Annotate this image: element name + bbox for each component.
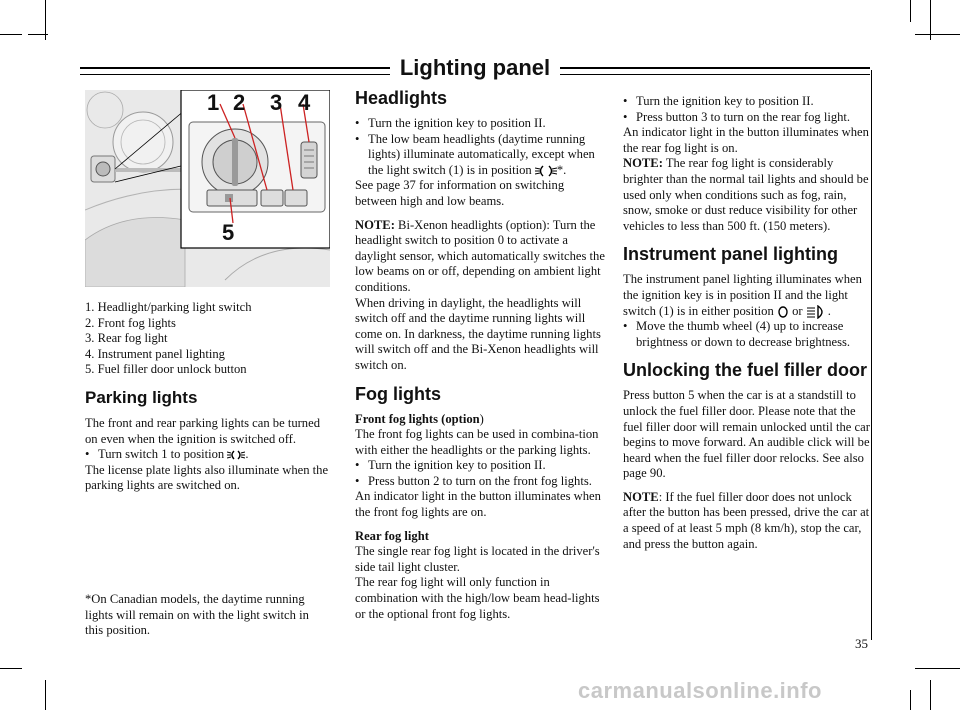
- parking-heading: Parking lights: [85, 387, 198, 407]
- headlights-text-1: See page 37 for information on switching between high and low beams.: [355, 178, 565, 208]
- fog-text-2: An indicator light in the button illuminates when the front fog lights are on.: [355, 489, 601, 520]
- legend-item: 5. Fuel filler door unlock button: [85, 362, 247, 377]
- dashboard-illustration: [85, 90, 330, 287]
- fog-text-3: The single rear fog light is located in the driver's side tail light cluster.: [355, 544, 600, 574]
- column-divider: [871, 70, 872, 640]
- headlights-bullet-1: • Turn the ignition key to position II.: [355, 116, 605, 132]
- figure-callout-2: 2: [233, 90, 246, 115]
- rear-bullet-1: • Turn the ignition key to position II.: [623, 94, 871, 110]
- fuel-note: NOTE: If the fuel filler door does not unlock after the button has been pressed, drive the car at a speed of at least 5 mph (8 km/h), stop the car, and press the button again.: [623, 489, 870, 551]
- legend-item: 3. Rear fog light: [85, 331, 168, 346]
- front-fog-label: Front fog lights (option): [355, 411, 484, 426]
- legend-item: 4. Instrument panel lighting: [85, 346, 225, 361]
- watermark: carmanualsonline.info: [578, 678, 822, 703]
- rear-text-1: An indicator light in the button illuminates when the rear fog light is on.: [623, 125, 869, 155]
- figure-legend: [85, 300, 333, 378]
- parking-text-2: The license plate lights also illuminate when the parking lights are switched on.: [85, 462, 329, 493]
- parking-text-1: The front and rear parking lights can be turned on even when the ignition is switched off.: [85, 415, 320, 446]
- fog-bullet-1: • Turn the ignition key to position II.: [355, 458, 605, 474]
- headlight-icon: [535, 165, 557, 177]
- parking-bullet-1: • Turn switch 1 to position .: [85, 447, 333, 463]
- fuel-heading: Unlocking the fuel filler door: [623, 360, 868, 381]
- headlights-note: NOTE: Bi-Xenon headlights (option): Turn the headlight switch to position 0 to activate a daylight sensor, which automatically switches the low beams on or off, depending on ambient light conditions.: [355, 217, 605, 294]
- figure-callout-5: 5: [222, 220, 235, 245]
- headlights-bullet-2: • The low beam headlights (daytime running lights) illuminate automatically, except when the light switch (1) is in position *.: [355, 132, 605, 179]
- footnote: *On Canadian models, the daytime running lights will remain on with the light switch in this position.: [85, 592, 309, 638]
- fuel-text-1: Press button 5 when the car is at a standstill to unlock the fuel filler door. Please note that the fuel filler door will remain unlocked until the car begins to move forward. An audible click will be heard when the fuel filler door relocks. See also page 90.: [623, 388, 870, 481]
- instrument-text-1: The instrument panel lighting illuminates when the ignition key is in position II and the light switch (1) is in either position or .: [623, 272, 862, 318]
- headlights-text-2: When driving in daylight, the headlights will switch off and the daytime running lights will come on. In darkness, the daytime running lights will switch off and the Bi-Xenon headlights will switch on.: [355, 295, 601, 372]
- fog-text-4: The rear fog light will only function in combination with the high/low beam head-lights or the optional front fog lights.: [355, 575, 600, 621]
- fog-bullet-2: • Press button 2 to turn on the front fog lights.: [355, 474, 605, 490]
- instrument-bullet-1: • Move the thumb wheel (4) up to increase brightness or down to decrease brightness.: [623, 319, 871, 350]
- legend-item: 1. Headlight/parking light switch: [85, 300, 252, 314]
- column-right: [623, 94, 871, 552]
- lighting-panel-figure: [85, 90, 330, 287]
- fog-text-1: The front fog lights can be used in combina-tion with either the headlights or the parking lights.: [355, 427, 599, 457]
- fog-heading: Fog lights: [355, 383, 441, 404]
- parking-position-icon: [777, 306, 789, 318]
- headlights-heading: Headlights: [355, 88, 448, 108]
- figure-callout-1: 1: [207, 90, 220, 115]
- headlight-position-icon: [806, 305, 828, 319]
- rear-bullet-2: • Press button 3 to turn on the rear fog light.: [623, 110, 871, 126]
- figure-callout-4: 4: [298, 90, 311, 115]
- page-number: 35: [855, 636, 868, 651]
- parking-light-icon: [227, 449, 245, 461]
- column-left: [85, 300, 333, 494]
- legend-item: 2. Front fog lights: [85, 315, 176, 330]
- rear-note: NOTE: The rear fog light is considerably brighter than the normal tail lights and should be used only when conditions such as fog, rain, snow, smoke or dust reduce visibility for other vehicles to less than 500 ft. (150 meters).: [623, 156, 869, 233]
- rear-fog-label: Rear fog light: [355, 528, 429, 543]
- instrument-heading: Instrument panel lighting: [623, 244, 838, 265]
- page-header: [80, 55, 870, 85]
- column-middle: [355, 88, 605, 622]
- figure-callout-3: 3: [270, 90, 283, 115]
- page-title: Lighting panel: [394, 55, 556, 80]
